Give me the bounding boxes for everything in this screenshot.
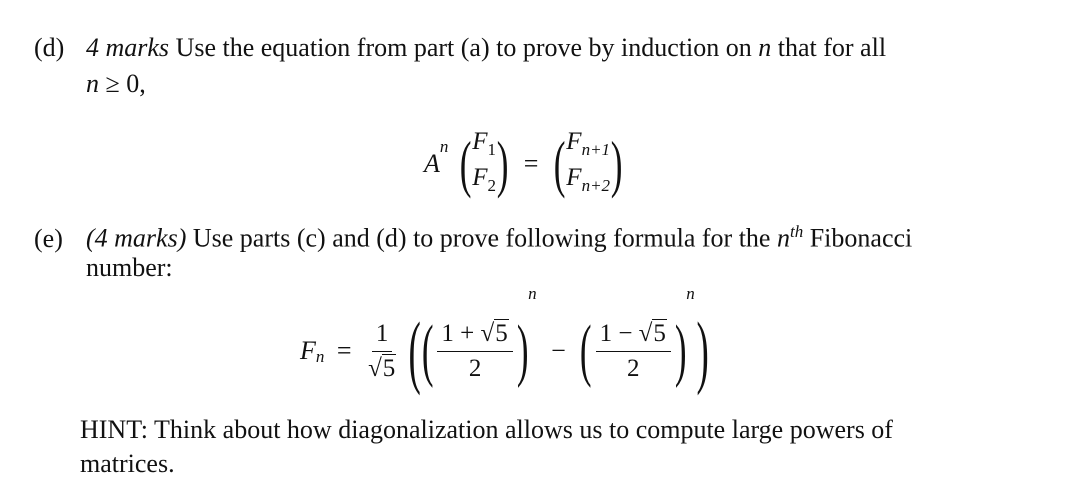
eq-e-exponent-2: n xyxy=(686,284,695,303)
part-d-text-2: that for all xyxy=(771,33,887,62)
part-d-text-1: Use the equation from part (a) to prove by induction on xyxy=(169,33,759,62)
hint-line-2 xyxy=(80,448,175,480)
eq-d-exponent-n: n xyxy=(439,137,449,157)
equation-d: $A^n$ ( $F_1$ $F_2$ ) = ( $F_{n+1}$ $F_{n+2}$ ) xyxy=(424,128,623,199)
part-e-text-1: Use parts (c) and (d) to prove following formula for the xyxy=(186,223,777,253)
eq-d-right-vector: $F_{n+1}$ $F_{n+2}$ xyxy=(566,128,611,195)
part-d-line-1 xyxy=(34,32,886,64)
part-e-marks: (4 marks) xyxy=(86,223,187,253)
eq-e-prefactor: $\frac{1}{√5}$ xyxy=(368,319,396,382)
eq-d-matrix-a: A xyxy=(424,149,440,178)
part-e-line-1 xyxy=(34,216,912,255)
part-d-cond-rest: ≥ 0, xyxy=(99,69,146,98)
eq-d-equals: = xyxy=(523,149,539,178)
eq-e-equals: = xyxy=(336,336,352,365)
eq-d-left-vector: $F_1$ $F_2$ xyxy=(472,128,496,195)
part-d-label: (d) xyxy=(34,33,65,62)
eq-e-golden-fraction: $\frac{1 + √5}{2}$ xyxy=(437,319,512,384)
part-e-label: (e) xyxy=(34,223,63,253)
hint-text-1: HINT: Think about how diagonalization allows us to compute large powers of xyxy=(80,415,893,444)
part-e-text-2: Fibonacci xyxy=(803,223,913,253)
eq-e-exponent-1: n xyxy=(528,284,537,303)
part-d-var-n: n xyxy=(758,33,772,62)
eq-e-f: F xyxy=(300,336,316,365)
equation-e: $F_n$ = $\frac{1}{√5}$ (( $\frac{1 + √5}{2}$ )n − ( $\frac{1 - √5}{2}$ )n) xyxy=(300,284,709,396)
part-e-var-n: n xyxy=(776,223,790,253)
part-e-line-2 xyxy=(86,252,173,284)
hint-line-1 xyxy=(80,414,893,446)
eq-e-sub-n: n xyxy=(315,347,325,366)
part-d-marks: 4 marks xyxy=(86,33,170,62)
part-d-line-2 xyxy=(86,68,146,100)
eq-e-minus: − xyxy=(551,336,566,365)
hint-text-2: matrices. xyxy=(80,449,175,478)
part-e-text-line2: number: xyxy=(86,253,173,282)
part-e-sup-th: th xyxy=(789,222,804,241)
part-d-cond-n: n xyxy=(86,69,99,98)
eq-e-conjugate-fraction: $\frac{1 - √5}{2}$ xyxy=(596,319,671,384)
